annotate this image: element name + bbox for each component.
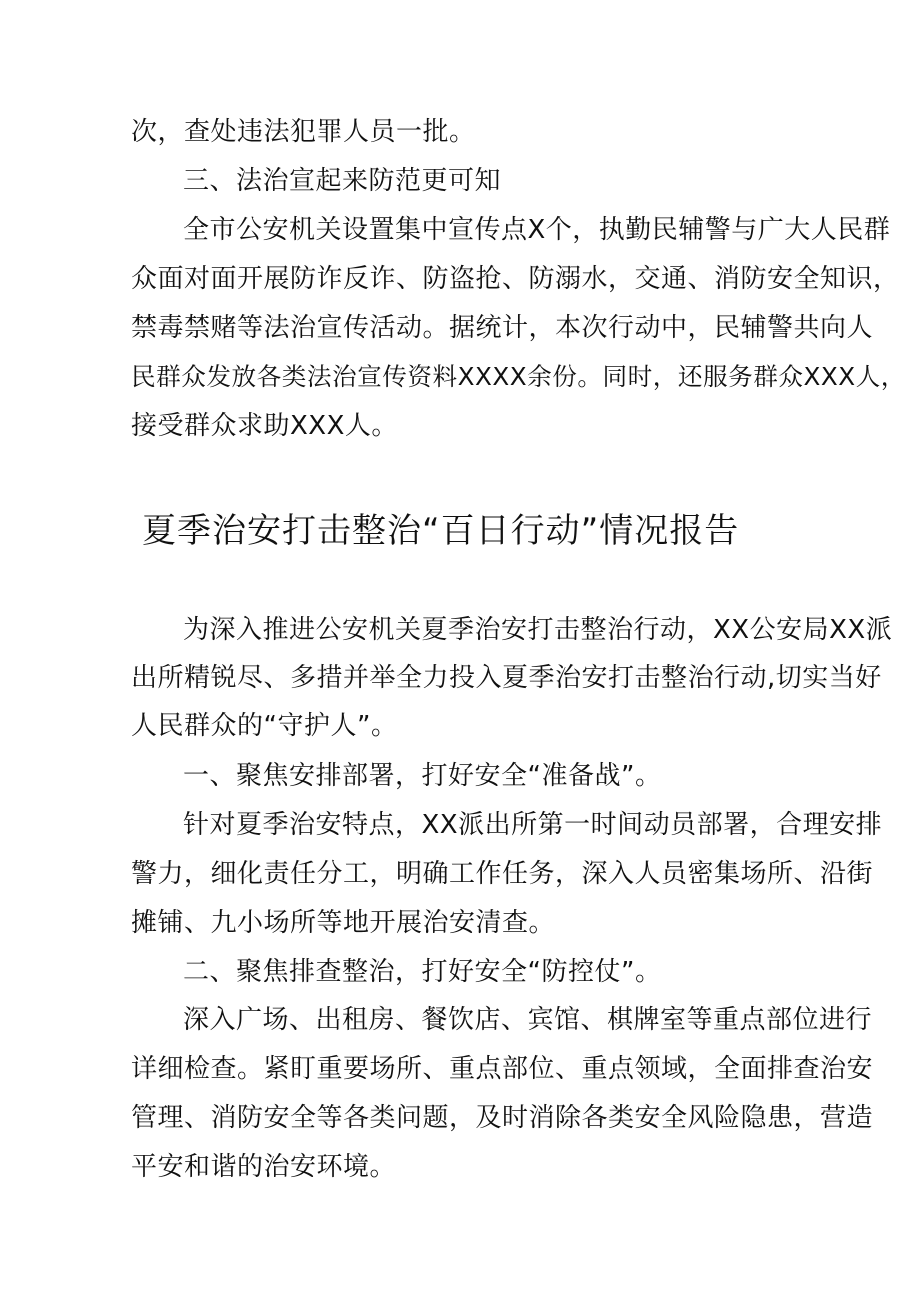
- section-heading: 三、法治宣起来防范更可知: [183, 166, 502, 196]
- report-title: 夏季治安打击整治“百日行动”情况报告: [142, 511, 740, 551]
- paragraph-line: 人民群众的“守护人”。: [131, 711, 398, 741]
- paragraph-line: 禁毒禁赌等法治宣传活动。据统计，本次行动中，民辅警共向人: [131, 313, 874, 343]
- paragraph-line: 详细检查。紧盯重要场所、重点部位、重点领域，全面排查治安: [131, 1054, 874, 1084]
- paragraph-line: 出所精锐尽、多措并举全力投入夏季治安打击整治行动,切实当好: [131, 663, 882, 693]
- paragraph-line: 针对夏季治安特点，XX派出所第一时间动员部署，合理安排: [183, 810, 883, 840]
- paragraph-line: 管理、消防安全等各类问题，及时消除各类安全风险隐患，营造: [131, 1103, 874, 1133]
- paragraph-line: 次，查处违法犯罪人员一批。: [131, 117, 476, 147]
- paragraph-line: 众面对面开展防诈反诈、防盗抢、防溺水，交通、消防安全知识，: [131, 264, 900, 294]
- paragraph-line: 深入广场、出租房、餐饮店、宾馆、棋牌室等重点部位进行: [183, 1005, 873, 1035]
- section-heading: 二、聚焦排查整治，打好安全“防控仗”。: [183, 957, 662, 987]
- paragraph-line: 警力，细化责任分工，明确工作任务，深入人员密集场所、沿街: [131, 859, 874, 889]
- section-heading: 一、聚焦安排部署，打好安全“准备战”。: [183, 761, 662, 791]
- paragraph-line: 接受群众求助XXX人。: [131, 411, 398, 441]
- paragraph-line: 为深入推进公安机关夏季治安打击整治行动，XX公安局XX派: [183, 615, 893, 645]
- paragraph-line: 摊铺、九小场所等地开展治安清查。: [131, 908, 556, 938]
- paragraph-line: 平安和谐的治安环境。: [131, 1152, 397, 1182]
- paragraph-line: 民群众发放各类法治宣传资料XXXX余份。同时，还服务群众XXX人，: [131, 362, 906, 391]
- paragraph-line: 全市公安机关设置集中宣传点X个，执勤民辅警与广大人民群: [183, 215, 891, 245]
